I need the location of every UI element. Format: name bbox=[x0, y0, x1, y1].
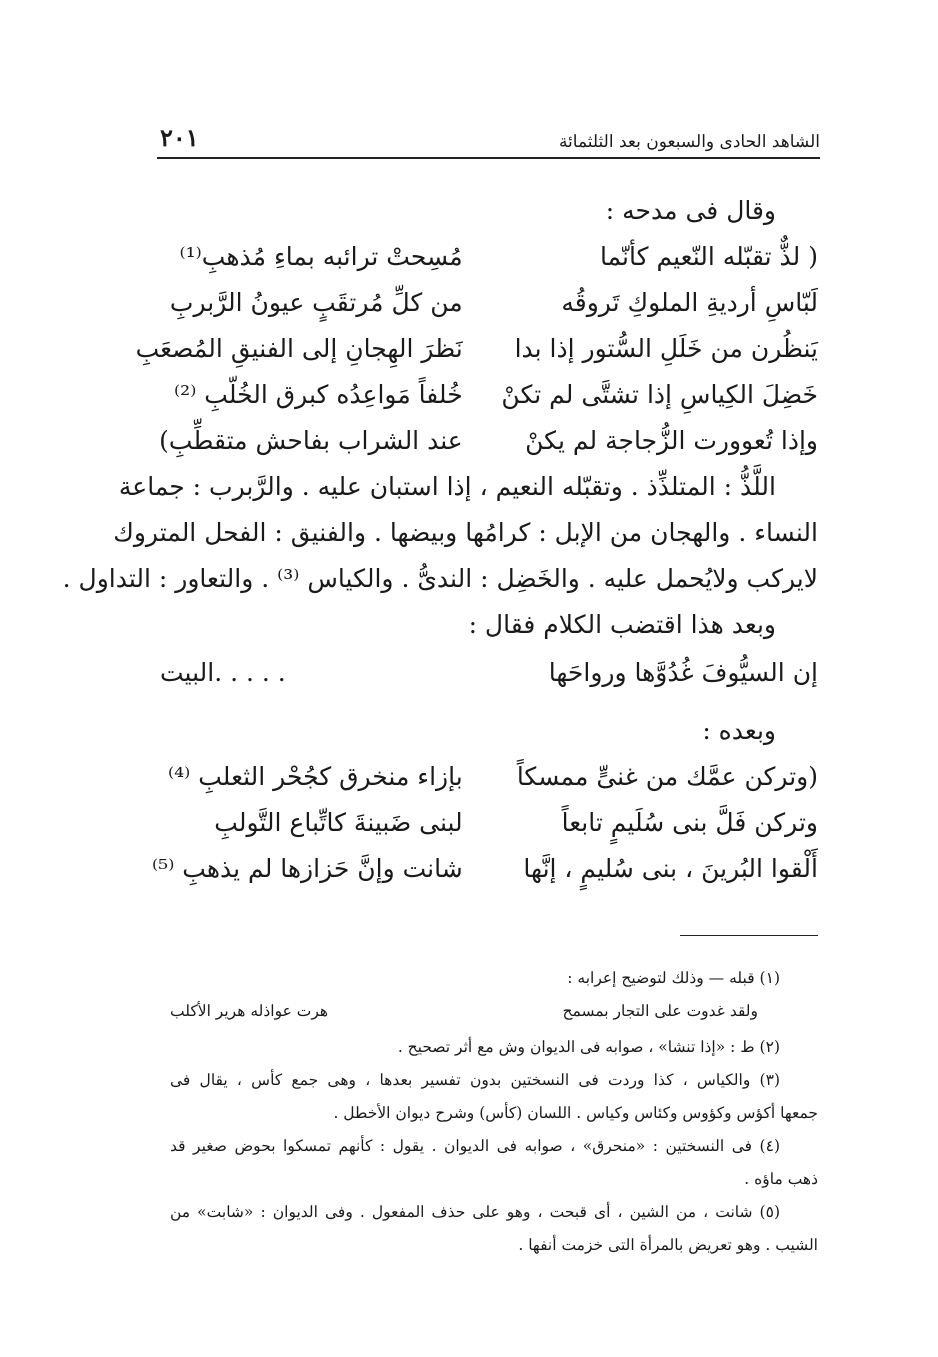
footnote-rule bbox=[680, 935, 818, 936]
header-rule bbox=[157, 157, 820, 159]
verse-line bbox=[152, 846, 818, 892]
after-it-line: وبعده : bbox=[702, 716, 776, 745]
transition-line: وبعد هذا اقتضب الكلام فقال : bbox=[468, 610, 776, 639]
verse-line bbox=[160, 234, 818, 280]
verse-line bbox=[160, 418, 818, 464]
intro-line: وقال فى مدحه : bbox=[605, 196, 776, 225]
ellipsis-dots: . . . . . bbox=[214, 658, 286, 687]
verse-line bbox=[135, 326, 818, 372]
gloss-line: النساء . والهجان من الإبل : كرامُها وبيضها . والفنيق : الفحل المتروك bbox=[113, 518, 818, 547]
running-title: الشاهد الحادى والسبعون بعد الثلثمائة bbox=[558, 132, 820, 152]
verse-first-hemistich: وتركن فَلَّ بنى سُلَيمٍ تابعاً bbox=[561, 808, 818, 837]
verse-second-hemistich: مُسِحتْ ترائبه بماءِ مُذهبِ⁽¹⁾ bbox=[179, 242, 463, 271]
verse-second-hemistich: شانت وإنَّ حَزازها لم يذهبِ ⁽⁵⁾ bbox=[152, 854, 463, 883]
verse-first-hemistich: أَلْقوا البُرينَ ، بنى سُليمٍ ، إنَّها bbox=[523, 854, 818, 883]
footnote-1: (١) قبله — وذلك لتوضيح إعرابه : bbox=[567, 969, 780, 987]
footnote-4-line-2: ذهب ماؤه . bbox=[744, 1170, 818, 1188]
gloss-line: لايركب ولايُحمل عليه . والخَضِل : الندىُّ . والكياس ⁽³⁾ . والتعاور : التداول . bbox=[62, 564, 818, 593]
footnote-3-line-2: جمعها أكؤس وكؤوس وكئاس وكياس . اللسان (كأس) وشرح ديوان الأخطل . bbox=[333, 1104, 818, 1122]
verse-second-hemistich: من كلِّ مُرتقَبٍ عيونُ الرَّبربِ bbox=[169, 288, 463, 317]
verse-second-hemistich: بإزاء منخرق كجُحْر الثعلبِ ⁽⁴⁾ bbox=[167, 762, 463, 791]
footnote-verse-first: ولقد غدوت على التجار بمسمح bbox=[562, 1002, 758, 1020]
verse-first-hemistich: (وتركن عمَّك من غنىٍّ ممسكاً bbox=[516, 762, 818, 791]
gloss-line: اللَّذُّ : المتلذِّذ . وتقبّله النعيم ، إذا استبان عليه . والرَّبرب : جماعة bbox=[118, 472, 776, 501]
footnote-5-line-1: (٥) شانت ، من الشين ، أى قبحت ، وهو على حذف المفعول . وفى الديوان : «شابت» من bbox=[170, 1203, 780, 1221]
footnote-3-line-1: (٣) والكياس ، كذا وردت فى النسختين بدون تفسير بعدها ، وهى جمع كأس ، يقال فى bbox=[170, 1071, 780, 1089]
footnote-1-verse bbox=[170, 995, 818, 1028]
page-number: ٢٠١ bbox=[160, 123, 199, 152]
verse-second-hemistich: نَظرَ الهِجانِ إلى الفنيقِ المُصعَبِ bbox=[135, 334, 463, 363]
verse-first-hemistich: لَبّاسِ أرديةِ الملوكِ تَروقُه bbox=[561, 288, 818, 317]
verse-line bbox=[160, 754, 818, 800]
verse-second-hemistich: عند الشراب بفاحش متقطِّبِ) bbox=[159, 426, 463, 455]
verse-line bbox=[160, 280, 818, 326]
footnote-4-line-1: (٤) فى النسختين : «منحرق» ، صوابه فى الديوان . يقول : كأنهم تمسكوا بحوض صغير قد bbox=[170, 1137, 780, 1155]
verse-second-hemistich: خُلفاً مَواعِدُه كبرق الخُلّبِ ⁽²⁾ bbox=[174, 380, 463, 409]
footnote-2: (٢) ط : «إذا تنشا» ، صوابه فى الديوان وش مع أثر تصحيح . bbox=[397, 1038, 780, 1056]
quoted-hemistich: إن السيُّوفَ غُدُوَّها ورواحَها bbox=[548, 658, 818, 687]
verse-first-hemistich: خَضِلَ الكِياسِ إذا تشتَّى لم تكنْ bbox=[501, 380, 818, 409]
verse-first-hemistich: ( لذٌّ تقبّله النّعيم كأنّما bbox=[599, 242, 818, 271]
verse-first-hemistich: يَنظُرن من خَلَلِ السُّتور إذا بدا bbox=[514, 334, 818, 363]
verse-line bbox=[160, 800, 818, 846]
verse-second-hemistich: لبنى ضَبينةَ كاتِّباع التَّولبِ bbox=[214, 808, 463, 837]
footnote-verse-second: هرت عواذله هرير الأكلب bbox=[170, 1002, 329, 1020]
verse-word: البيت bbox=[160, 658, 215, 687]
footnote-5-line-2: الشيب . وهو تعريض بالمرأة التى خزمت أنفها . bbox=[518, 1236, 818, 1254]
verse-reference-line bbox=[160, 650, 818, 696]
verse-first-hemistich: وإذا تُعوورت الزُّجاجة لم يكنْ bbox=[525, 426, 818, 455]
page-header bbox=[160, 112, 820, 152]
verse-line bbox=[160, 372, 818, 418]
